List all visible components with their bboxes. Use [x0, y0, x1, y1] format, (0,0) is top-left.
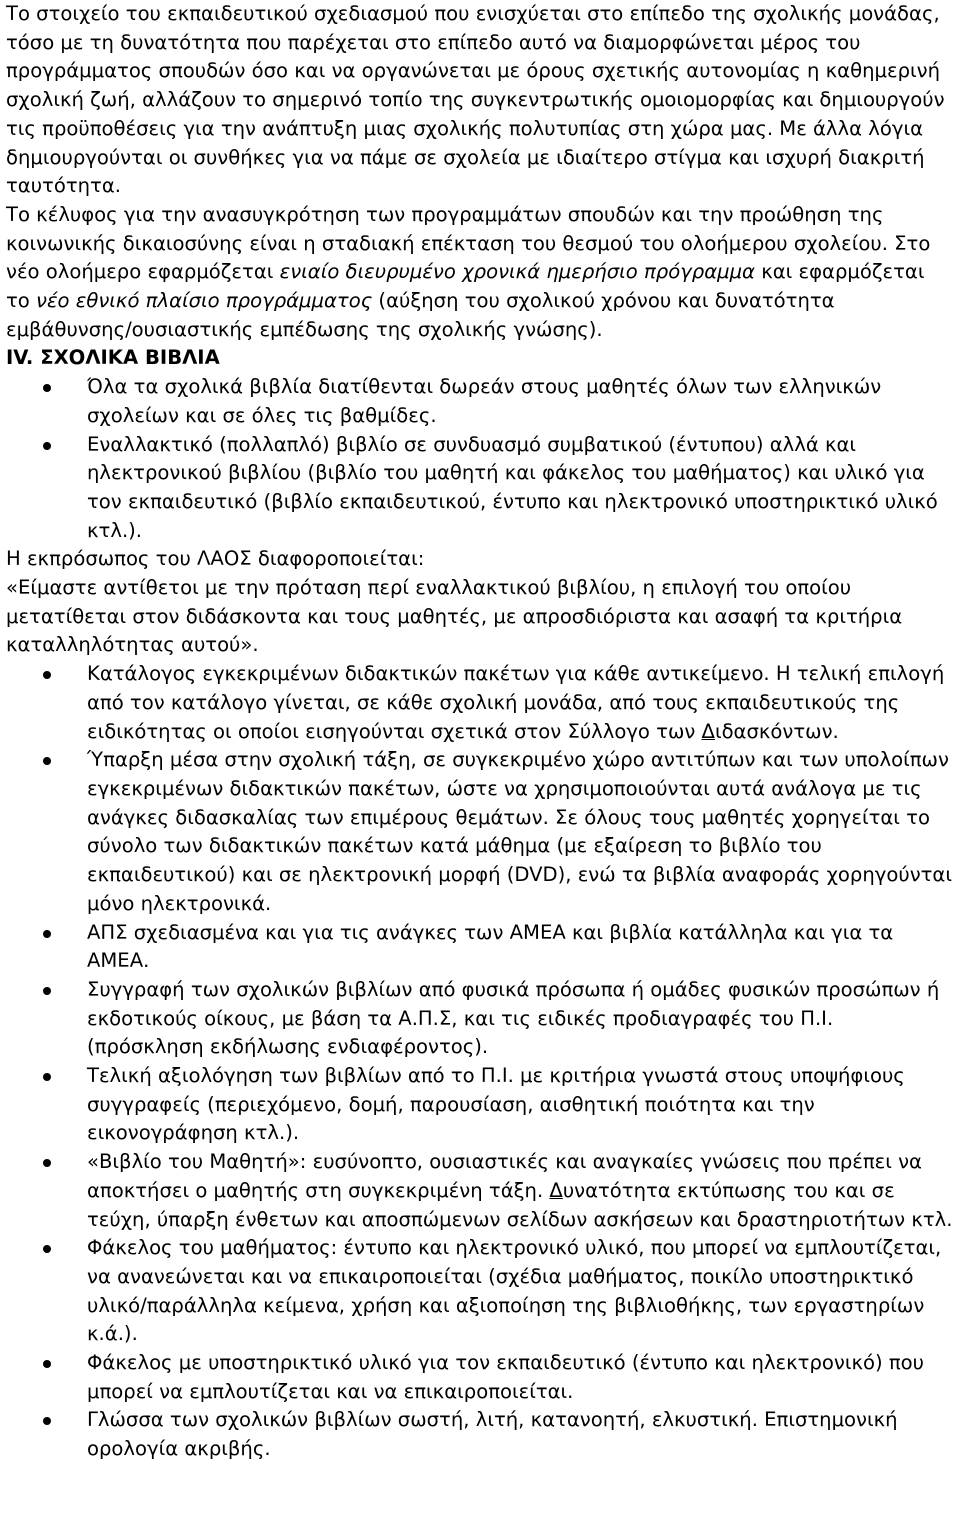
list-item: Ύπαρξη μέσα στην σχολική τάξη, σε συγκεκριμένο χώρο αντιτύπων και των υπολοίπων εγκεκριμένων διδακτικών πακέτων, ώστε να χρησιμοποιούνται αυτά ανάλογα με τις ανάγκες διδασκαλίας των επιμέρους θεμάτων. Σε όλους τους μαθητές χορηγείται το σύνολο των διδακτικών πακέτων κατά μάθημα (με εξαίρεση το βιβλίο του εκπαιδευτικού) και σε ηλεκτρονική μορφή (DVD), ενώ τα βιβλία αναφοράς χορηγούνται μόνο ηλεκτρονικά.	[6, 746, 954, 918]
list-item-text: «Βιβλίο του Μαθητή»: ευσύνοπτο, ουσιαστικές και αναγκαίες γνώσεις που πρέπει να αποκτήσει ο μαθητής στη συγκεκριμένη τάξη.	[87, 1150, 922, 1202]
paragraph-text: (αύξηση του σχολικού χρόνου και δυνατότητα εμβάθυνσης/ουσιαστικής εμπέδωσης της σχολικής γνώσης).	[6, 289, 835, 341]
bullet-list-proposals	[6, 660, 954, 1464]
italic-phrase: νέο εθνικό πλαίσιο προγράμματος	[36, 289, 373, 313]
list-item: Φάκελος του μαθήματος: έντυπο και ηλεκτρονικό υλικό, που μπορεί να εμπλουτίζεται, να ανανεώνεται και να επικαιροποιείται (σχέδια μαθήματος, ποικίλο υποστηρικτικό υλικό/παράλληλα κείμενα, χρήση και αξιοποίηση της βιβλιοθήκης, των εργαστηρίων κ.ά.).	[6, 1234, 954, 1349]
underlined-letter: Δ	[549, 1178, 563, 1202]
list-item-text: υνατότητα εκτύπωσης του και σε τεύχη, ύπαρξη ένθετων και αποσπώμενων σελίδων ασκήσεων και δραστηριοτήτων κτλ.	[87, 1178, 953, 1231]
list-item: Συγγραφή των σχολικών βιβλίων από φυσικά πρόσωπα ή ομάδες φυσικών προσώπων ή εκδοτικούς οίκους, με βάση τα Α.Π.Σ, και τις ειδικές προδιαγραφές του Π.Ι. (πρόσκληση εκδήλωσης ενδιαφέροντος).	[6, 976, 954, 1062]
paragraph-text: Το κέλυφος για την ανασυγκρότηση των προγραμμάτων σπουδών και την προώθηση της κοινωνικής δικαιοσύνης είναι η σταδιακή επέκταση του θεσμού του ολοήμερου σχολείου. Στο νέο ολοήμερο εφαρμόζεται	[6, 202, 931, 284]
list-item: Εναλλακτικό (πολλαπλό) βιβλίο σε συνδυασμό συμβατικού (έντυπου) αλλά και ηλεκτρονικού βιβλίου (βιβλίο του μαθητή και φάκελος του μαθήματος) και υλικό για τον εκπαιδευτικό (βιβλίο εκπαιδευτικού, έντυπο και ηλεκτρονικό υποστηρικτικό υλικό κτλ.).	[6, 431, 954, 546]
list-item-text: Κατάλογος εγκεκριμένων διδακτικών πακέτων για κάθε αντικείμενο. Η τελική επιλογή από τον κατάλογο γίνεται, σε κάθε σχολική μονάδα, από τους εκπαιδευτικούς της ειδικότητας οι οποίοι εισηγούνται σχετικά στον Σύλλογο των	[87, 662, 945, 743]
list-item: Φάκελος με υποστηρικτικό υλικό για τον εκπαιδευτικό (έντυπο και ηλεκτρονικό) που μπορεί να εμπλουτίζεται και να επικαιροποιείται.	[6, 1349, 954, 1406]
list-item	[6, 1148, 954, 1234]
italic-phrase: ενιαίο διευρυμένο χρονικά ημερήσιο πρόγραμμα	[279, 260, 755, 284]
list-item	[6, 660, 954, 746]
paragraph-laos-position: Η εκπρόσωπος του ΛΑΟΣ διαφοροποιείται:	[6, 547, 425, 571]
bullet-list-books	[6, 373, 954, 545]
paragraph-text: και εφαρμόζεται το	[6, 260, 925, 313]
list-item: ΑΠΣ σχεδιασμένα και για τις ανάγκες των ΑΜΕΑ και βιβλία κατάλληλα και για τα ΑΜΕΑ.	[6, 919, 954, 976]
list-item: Τελική αξιολόγηση των βιβλίων από το Π.Ι. με κριτήρια γνωστά στους υποψήφιους συγγραφείς (περιεχόμενο, δομή, παρουσίαση, αισθητική ποιότητα και την εικονογράφηση κτλ.).	[6, 1062, 954, 1148]
list-item: Γλώσσα των σχολικών βιβλίων σωστή, λιτή, κατανοητή, ελκυστική. Επιστημονική ορολογία ακριβής.	[6, 1406, 954, 1463]
paragraph-school-unit: Το στοιχείο του εκπαιδευτικού σχεδιασμού που ενισχύεται στο επίπεδο της σχολικής μονάδας, τόσο με τη δυνατότητα που παρέχεται στο επίπεδο αυτό να διαμορφώνεται μέρος του προγράμματος σπουδών όσο και να οργανώνεται με όρους σχετικής αυτονομίας η καθημερινή σχολική ζωή, αλλάζουν το σημερινό τοπίο της συγκεντρωτικής ομοιομορφίας και δημιουργούν τις προϋποθέσεις για την ανάπτυξη μιας σχολικής πολυτυπίας στη χώρα μας. Με άλλα λόγια δημιουργούνται οι συνθήκες για να πάμε σε σχολεία με ιδιαίτερο στίγμα και ισχυρή διακριτή ταυτότητα.	[6, 2, 945, 198]
paragraph-all-day-school	[6, 201, 954, 345]
underlined-letter: Δ	[701, 719, 715, 743]
list-item-text: ιδασκόντων.	[714, 719, 839, 743]
section-heading: IV. ΣΧΟΛΙΚΑ ΒΙΒΛΙΑ	[6, 346, 220, 370]
list-item: Όλα τα σχολικά βιβλία διατίθενται δωρεάν στους μαθητές όλων των ελληνικών σχολείων και σε όλες τις βαθμίδες.	[6, 373, 954, 430]
paragraph-quote: «Είμαστε αντίθετοι με την πρόταση περί εναλλακτικού βιβλίου, η επιλογή του οποίου μετατίθεται στον διδάσκοντα και τους μαθητές, με απροσδιόριστα και ασαφή τα κριτήρια καταλληλότητας αυτού».	[6, 576, 903, 657]
